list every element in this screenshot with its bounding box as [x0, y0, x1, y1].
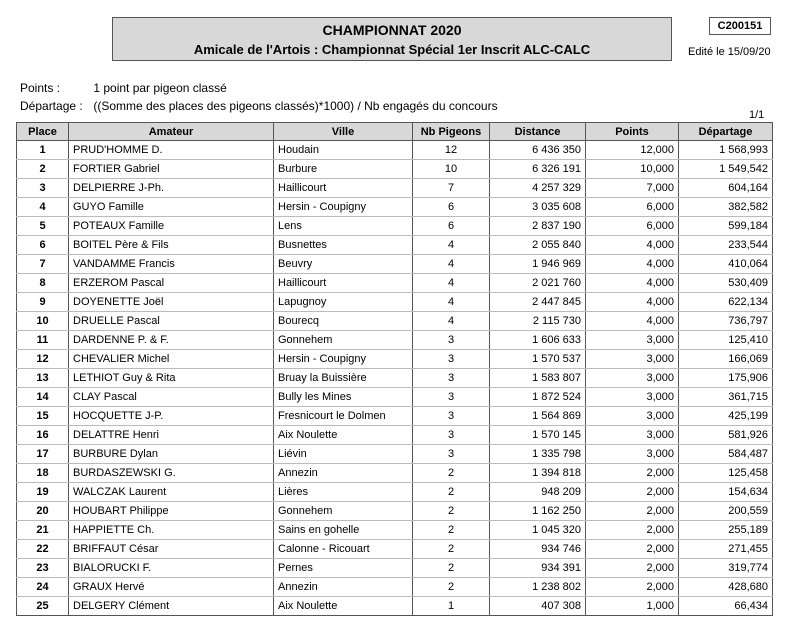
- cell-amateur: BURBURE Dylan: [69, 445, 274, 464]
- cell-amateur: FORTIER Gabriel: [69, 160, 274, 179]
- cell-departage: 319,774: [679, 559, 773, 578]
- table-row: [17, 312, 773, 331]
- cell-ville: Lapugnoy: [274, 293, 413, 312]
- cell-amateur: HOCQUETTE J-P.: [69, 407, 274, 426]
- cell-ville: Pernes: [274, 559, 413, 578]
- cell-departage: 581,926: [679, 426, 773, 445]
- cell-distance: 2 115 730: [490, 312, 586, 331]
- cell-amateur: DELGERY Clément: [69, 597, 274, 616]
- cell-place: 14: [17, 388, 69, 407]
- cell-points: 3,000: [586, 388, 679, 407]
- cell-points: 2,000: [586, 464, 679, 483]
- table-row: [17, 540, 773, 559]
- table-row: [17, 331, 773, 350]
- document-code: C200151: [709, 17, 771, 35]
- cell-place: 25: [17, 597, 69, 616]
- column-header-distance: Distance: [490, 123, 586, 141]
- cell-ville: Aix Noulette: [274, 426, 413, 445]
- cell-departage: 255,189: [679, 521, 773, 540]
- cell-distance: 1 946 969: [490, 255, 586, 274]
- table-row: [17, 483, 773, 502]
- cell-points: 10,000: [586, 160, 679, 179]
- cell-amateur: HOUBART Philippe: [69, 502, 274, 521]
- cell-amateur: DARDENNE P. & F.: [69, 331, 274, 350]
- cell-departage: 66,434: [679, 597, 773, 616]
- cell-points: 6,000: [586, 198, 679, 217]
- cell-points: 1,000: [586, 597, 679, 616]
- cell-points: 3,000: [586, 445, 679, 464]
- cell-distance: 1 606 633: [490, 331, 586, 350]
- cell-distance: 3 035 608: [490, 198, 586, 217]
- table-row: [17, 445, 773, 464]
- cell-distance: 934 746: [490, 540, 586, 559]
- cell-points: 4,000: [586, 236, 679, 255]
- cell-amateur: WALCZAK Laurent: [69, 483, 274, 502]
- cell-place: 9: [17, 293, 69, 312]
- cell-distance: 2 055 840: [490, 236, 586, 255]
- cell-ville: Aix Noulette: [274, 597, 413, 616]
- cell-ville: Gonnehem: [274, 331, 413, 350]
- cell-departage: 736,797: [679, 312, 773, 331]
- column-header-ville: Ville: [274, 123, 413, 141]
- cell-ville: Beuvry: [274, 255, 413, 274]
- document-subtitle: Amicale de l'Artois : Championnat Spécial 1er Inscrit ALC-CALC: [193, 42, 591, 57]
- cell-ville: Bully les Mines: [274, 388, 413, 407]
- cell-departage: 1 549,542: [679, 160, 773, 179]
- table-row: [17, 578, 773, 597]
- cell-nb-pigeons: 2: [413, 578, 490, 597]
- cell-ville: Hersin - Coupigny: [274, 198, 413, 217]
- cell-place: 3: [17, 179, 69, 198]
- cell-amateur: DELPIERRE J-Ph.: [69, 179, 274, 198]
- page-number: 1/1: [749, 109, 765, 121]
- cell-points: 4,000: [586, 312, 679, 331]
- cell-nb-pigeons: 4: [413, 255, 490, 274]
- cell-points: 3,000: [586, 407, 679, 426]
- cell-place: 2: [17, 160, 69, 179]
- cell-points: 4,000: [586, 274, 679, 293]
- cell-distance: 4 257 329: [490, 179, 586, 198]
- cell-distance: 1 570 145: [490, 426, 586, 445]
- cell-amateur: BIALORUCKI F.: [69, 559, 274, 578]
- cell-nb-pigeons: 2: [413, 540, 490, 559]
- cell-distance: 6 436 350: [490, 141, 586, 160]
- table-row: [17, 274, 773, 293]
- table-row: [17, 559, 773, 578]
- cell-amateur: DRUELLE Pascal: [69, 312, 274, 331]
- cell-nb-pigeons: 3: [413, 407, 490, 426]
- cell-distance: 1 564 869: [490, 407, 586, 426]
- cell-distance: 2 837 190: [490, 217, 586, 236]
- cell-points: 2,000: [586, 578, 679, 597]
- document-title: CHAMPIONNAT 2020: [322, 22, 462, 38]
- cell-nb-pigeons: 3: [413, 445, 490, 464]
- cell-ville: Liévin: [274, 445, 413, 464]
- cell-points: 7,000: [586, 179, 679, 198]
- cell-nb-pigeons: 2: [413, 483, 490, 502]
- cell-ville: Lières: [274, 483, 413, 502]
- cell-ville: Sains en gohelle: [274, 521, 413, 540]
- cell-nb-pigeons: 4: [413, 274, 490, 293]
- table-row: [17, 236, 773, 255]
- cell-points: 3,000: [586, 350, 679, 369]
- cell-departage: 410,064: [679, 255, 773, 274]
- cell-place: 8: [17, 274, 69, 293]
- cell-ville: Annezin: [274, 578, 413, 597]
- cell-nb-pigeons: 3: [413, 350, 490, 369]
- cell-nb-pigeons: 3: [413, 426, 490, 445]
- cell-points: 2,000: [586, 540, 679, 559]
- cell-ville: Burbure: [274, 160, 413, 179]
- cell-departage: 125,410: [679, 331, 773, 350]
- cell-points: 4,000: [586, 293, 679, 312]
- departage-value: ((Somme des places des pigeons classés)*1000) / Nb engagés du concours: [93, 99, 498, 113]
- cell-points: 3,000: [586, 331, 679, 350]
- cell-distance: 1 238 802: [490, 578, 586, 597]
- cell-points: 2,000: [586, 502, 679, 521]
- cell-amateur: HAPPIETTE Ch.: [69, 521, 274, 540]
- cell-departage: 154,634: [679, 483, 773, 502]
- cell-ville: Bruay la Buissière: [274, 369, 413, 388]
- departage-label: Départage :: [20, 99, 83, 113]
- cell-place: 4: [17, 198, 69, 217]
- cell-departage: 428,680: [679, 578, 773, 597]
- cell-place: 21: [17, 521, 69, 540]
- cell-points: 12,000: [586, 141, 679, 160]
- cell-distance: 2 021 760: [490, 274, 586, 293]
- cell-ville: Annezin: [274, 464, 413, 483]
- cell-nb-pigeons: 2: [413, 559, 490, 578]
- cell-nb-pigeons: 1: [413, 597, 490, 616]
- cell-place: 10: [17, 312, 69, 331]
- cell-nb-pigeons: 3: [413, 388, 490, 407]
- cell-place: 5: [17, 217, 69, 236]
- cell-place: 23: [17, 559, 69, 578]
- cell-departage: 361,715: [679, 388, 773, 407]
- cell-amateur: GUYO Famille: [69, 198, 274, 217]
- table-row: [17, 502, 773, 521]
- cell-place: 19: [17, 483, 69, 502]
- cell-place: 16: [17, 426, 69, 445]
- table-row: [17, 350, 773, 369]
- table-row: [17, 407, 773, 426]
- column-header-departage: Départage: [679, 123, 773, 141]
- cell-place: 12: [17, 350, 69, 369]
- cell-points: 4,000: [586, 255, 679, 274]
- departage-info: [20, 99, 498, 113]
- edit-date: Edité le 15/09/20: [688, 46, 771, 58]
- cell-departage: 271,455: [679, 540, 773, 559]
- cell-place: 15: [17, 407, 69, 426]
- cell-departage: 1 568,993: [679, 141, 773, 160]
- cell-points: 2,000: [586, 559, 679, 578]
- cell-points: 2,000: [586, 521, 679, 540]
- table-row: [17, 369, 773, 388]
- cell-distance: 1 872 524: [490, 388, 586, 407]
- cell-nb-pigeons: 10: [413, 160, 490, 179]
- cell-nb-pigeons: 4: [413, 236, 490, 255]
- cell-place: 20: [17, 502, 69, 521]
- cell-departage: 125,458: [679, 464, 773, 483]
- cell-amateur: LETHIOT Guy & Rita: [69, 369, 274, 388]
- cell-distance: 2 447 845: [490, 293, 586, 312]
- table-row: [17, 198, 773, 217]
- cell-amateur: DELATTRE Henri: [69, 426, 274, 445]
- cell-amateur: CLAY Pascal: [69, 388, 274, 407]
- column-header-amateur: Amateur: [69, 123, 274, 141]
- cell-distance: 407 308: [490, 597, 586, 616]
- cell-departage: 530,409: [679, 274, 773, 293]
- cell-nb-pigeons: 2: [413, 521, 490, 540]
- cell-ville: Busnettes: [274, 236, 413, 255]
- cell-ville: Lens: [274, 217, 413, 236]
- cell-place: 22: [17, 540, 69, 559]
- cell-ville: Gonnehem: [274, 502, 413, 521]
- cell-ville: Calonne - Ricouart: [274, 540, 413, 559]
- cell-distance: 1 570 537: [490, 350, 586, 369]
- cell-amateur: CHEVALIER Michel: [69, 350, 274, 369]
- cell-departage: 233,544: [679, 236, 773, 255]
- cell-place: 17: [17, 445, 69, 464]
- cell-nb-pigeons: 6: [413, 198, 490, 217]
- cell-amateur: PRUD'HOMME D.: [69, 141, 274, 160]
- cell-nb-pigeons: 12: [413, 141, 490, 160]
- cell-place: 13: [17, 369, 69, 388]
- cell-amateur: ERZEROM Pascal: [69, 274, 274, 293]
- cell-departage: 382,582: [679, 198, 773, 217]
- table-row: [17, 255, 773, 274]
- results-table: [16, 122, 773, 616]
- cell-amateur: DOYENETTE Joël: [69, 293, 274, 312]
- cell-amateur: VANDAMME Francis: [69, 255, 274, 274]
- table-row: [17, 597, 773, 616]
- cell-distance: 1 394 818: [490, 464, 586, 483]
- cell-nb-pigeons: 3: [413, 331, 490, 350]
- points-value: 1 point par pigeon classé: [93, 81, 227, 95]
- table-header-row: [17, 123, 773, 141]
- cell-distance: 1 045 320: [490, 521, 586, 540]
- cell-departage: 175,906: [679, 369, 773, 388]
- table-row: [17, 293, 773, 312]
- table-row: [17, 141, 773, 160]
- column-header-place: Place: [17, 123, 69, 141]
- cell-points: 6,000: [586, 217, 679, 236]
- points-label: Points :: [20, 81, 61, 95]
- points-info: [20, 81, 227, 95]
- cell-departage: 166,069: [679, 350, 773, 369]
- cell-departage: 584,487: [679, 445, 773, 464]
- cell-ville: Fresnicourt le Dolmen: [274, 407, 413, 426]
- table-row: [17, 464, 773, 483]
- cell-amateur: BOITEL Père & Fils: [69, 236, 274, 255]
- cell-ville: Hersin - Coupigny: [274, 350, 413, 369]
- cell-nb-pigeons: 4: [413, 293, 490, 312]
- cell-distance: 1 335 798: [490, 445, 586, 464]
- cell-amateur: GRAUX Hervé: [69, 578, 274, 597]
- cell-departage: 599,184: [679, 217, 773, 236]
- cell-points: 3,000: [586, 426, 679, 445]
- cell-distance: 6 326 191: [490, 160, 586, 179]
- cell-place: 7: [17, 255, 69, 274]
- cell-amateur: POTEAUX Famille: [69, 217, 274, 236]
- cell-ville: Houdain: [274, 141, 413, 160]
- cell-place: 1: [17, 141, 69, 160]
- cell-nb-pigeons: 7: [413, 179, 490, 198]
- cell-place: 11: [17, 331, 69, 350]
- cell-amateur: BRIFFAUT César: [69, 540, 274, 559]
- cell-distance: 934 391: [490, 559, 586, 578]
- cell-nb-pigeons: 3: [413, 369, 490, 388]
- cell-distance: 1 162 250: [490, 502, 586, 521]
- cell-nb-pigeons: 4: [413, 312, 490, 331]
- cell-amateur: BURDASZEWSKI G.: [69, 464, 274, 483]
- cell-ville: Haillicourt: [274, 179, 413, 198]
- cell-nb-pigeons: 2: [413, 502, 490, 521]
- cell-ville: Haillicourt: [274, 274, 413, 293]
- cell-departage: 425,199: [679, 407, 773, 426]
- cell-departage: 200,559: [679, 502, 773, 521]
- cell-nb-pigeons: 2: [413, 464, 490, 483]
- cell-distance: 948 209: [490, 483, 586, 502]
- cell-place: 24: [17, 578, 69, 597]
- cell-ville: Bourecq: [274, 312, 413, 331]
- table-row: [17, 160, 773, 179]
- table-row: [17, 426, 773, 445]
- cell-place: 6: [17, 236, 69, 255]
- column-header-nb-pigeons: Nb Pigeons: [413, 123, 490, 141]
- table-row: [17, 217, 773, 236]
- cell-distance: 1 583 807: [490, 369, 586, 388]
- cell-place: 18: [17, 464, 69, 483]
- cell-points: 3,000: [586, 369, 679, 388]
- column-header-points: Points: [586, 123, 679, 141]
- table-row: [17, 179, 773, 198]
- cell-departage: 622,134: [679, 293, 773, 312]
- cell-nb-pigeons: 6: [413, 217, 490, 236]
- table-row: [17, 388, 773, 407]
- cell-points: 2,000: [586, 483, 679, 502]
- title-box: [112, 17, 672, 61]
- table-row: [17, 521, 773, 540]
- cell-departage: 604,164: [679, 179, 773, 198]
